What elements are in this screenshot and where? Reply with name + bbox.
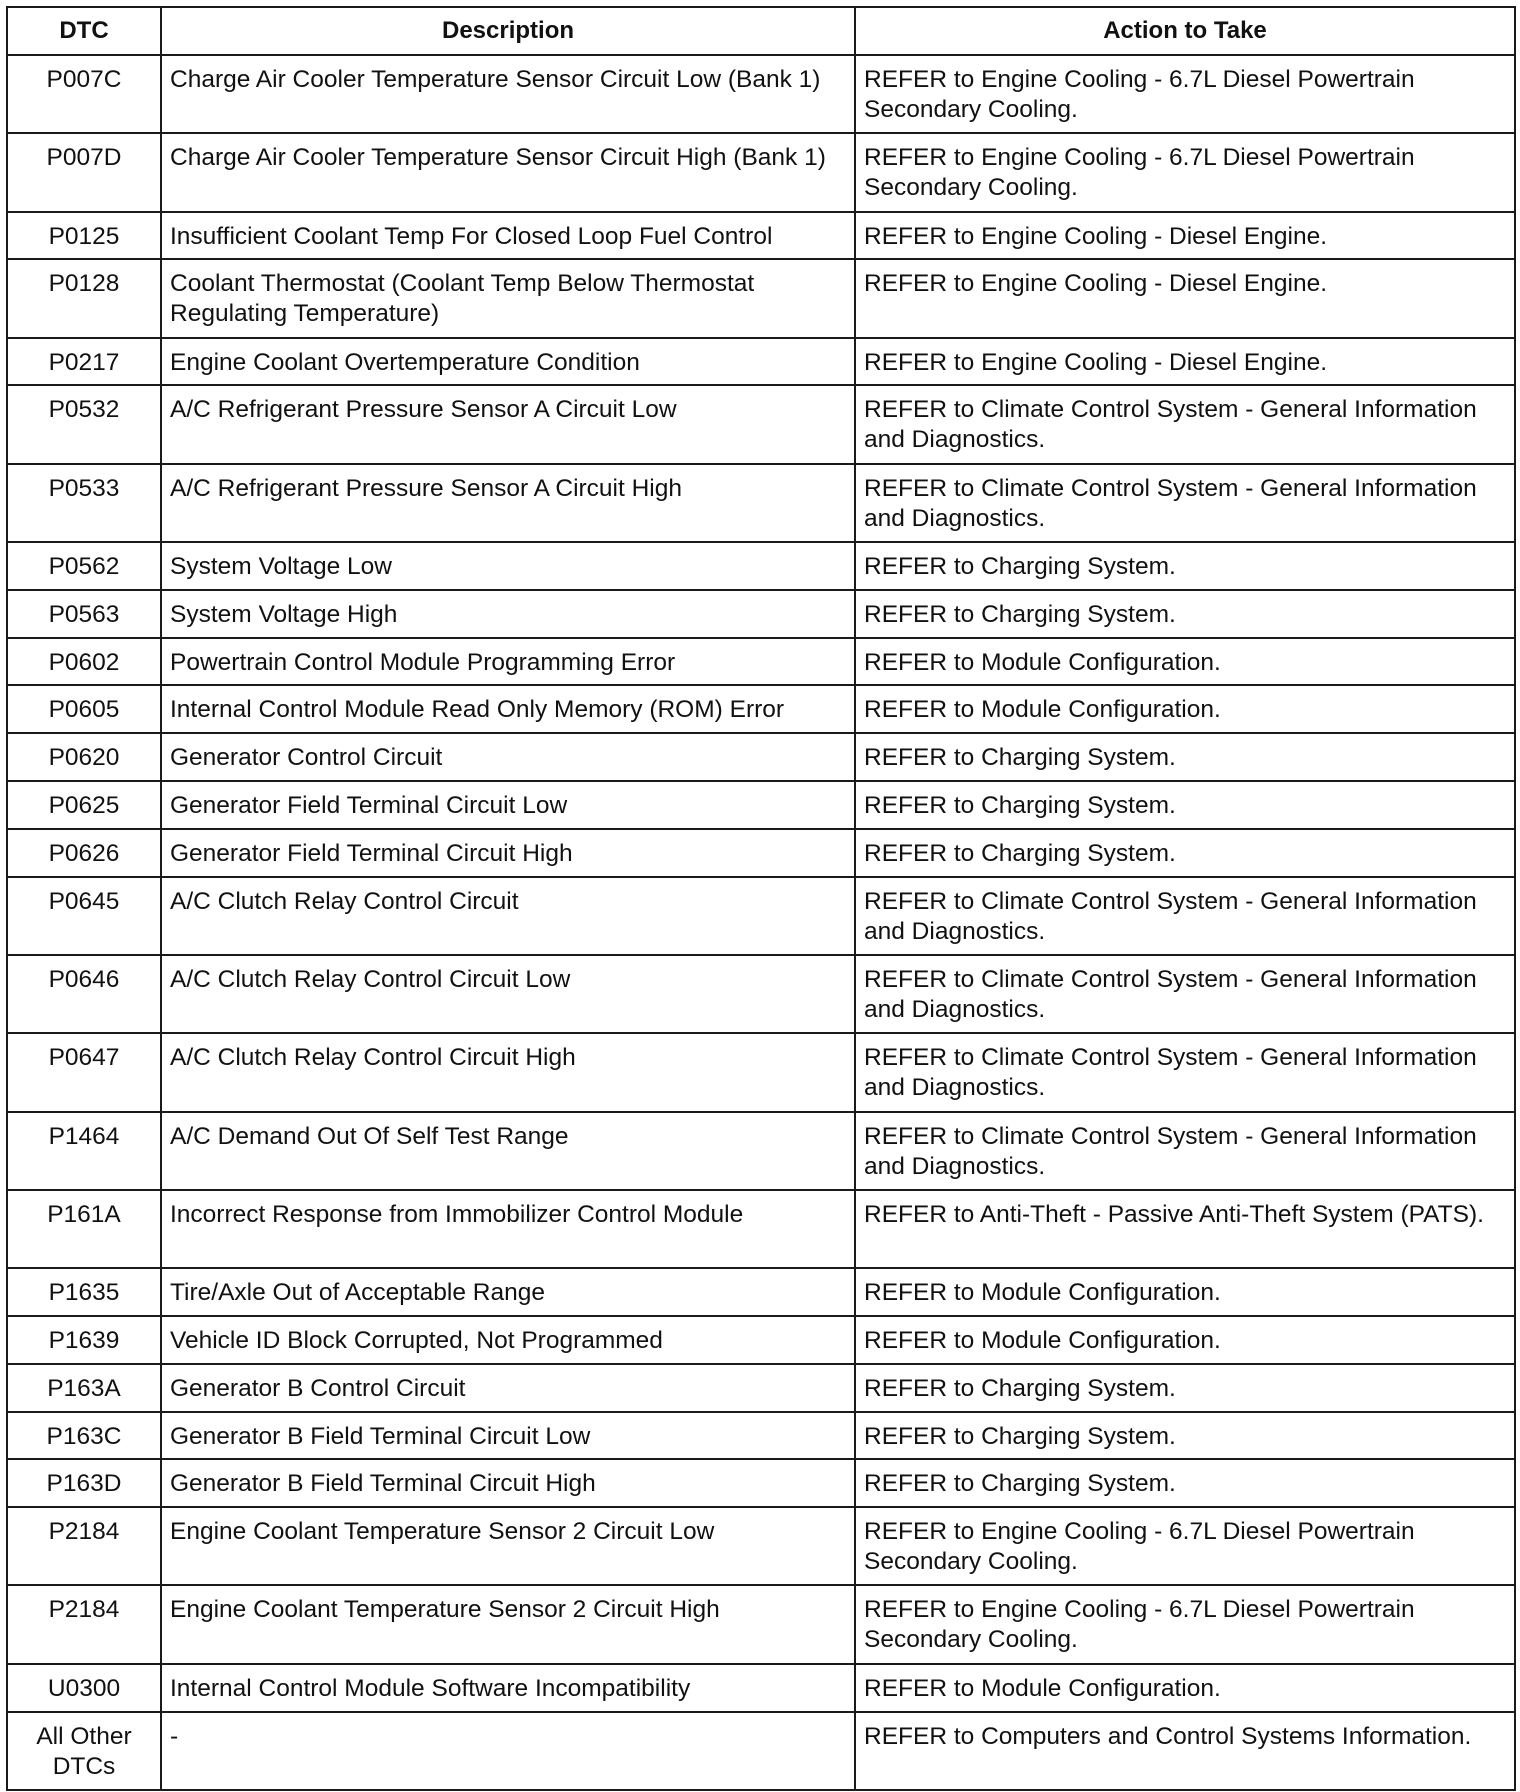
- action-cell: REFER to Charging System.: [855, 1412, 1515, 1460]
- description-cell: Engine Coolant Overtemperature Condition: [161, 338, 855, 386]
- dtc-cell: P0562: [7, 542, 161, 590]
- table-row: [7, 1507, 1515, 1585]
- dtc-cell: P0128: [7, 259, 161, 337]
- dtc-cell: All Other DTCs: [7, 1712, 161, 1790]
- dtc-cell: P0605: [7, 685, 161, 733]
- table-row: [7, 685, 1515, 733]
- table-row: [7, 1664, 1515, 1712]
- table-row: [7, 1412, 1515, 1460]
- action-cell: REFER to Module Configuration.: [855, 1316, 1515, 1364]
- table-row: [7, 55, 1515, 133]
- action-cell: REFER to Computers and Control Systems Information.: [855, 1712, 1515, 1790]
- action-cell: REFER to Climate Control System - General Information and Diagnostics.: [855, 877, 1515, 955]
- dtc-cell: P1464: [7, 1112, 161, 1190]
- action-cell: REFER to Climate Control System - General Information and Diagnostics.: [855, 464, 1515, 542]
- action-cell: REFER to Engine Cooling - 6.7L Diesel Powertrain Secondary Cooling.: [855, 1585, 1515, 1663]
- action-cell: REFER to Engine Cooling - 6.7L Diesel Powertrain Secondary Cooling.: [855, 133, 1515, 211]
- action-cell: REFER to Engine Cooling - Diesel Engine.: [855, 212, 1515, 260]
- description-cell: Internal Control Module Read Only Memory (ROM) Error: [161, 685, 855, 733]
- action-cell: REFER to Climate Control System - General Information and Diagnostics.: [855, 955, 1515, 1033]
- dtc-cell: P0620: [7, 733, 161, 781]
- table-row: [7, 829, 1515, 877]
- table-row: [7, 212, 1515, 260]
- dtc-cell: P007C: [7, 55, 161, 133]
- action-cell: REFER to Charging System.: [855, 781, 1515, 829]
- description-cell: A/C Clutch Relay Control Circuit High: [161, 1033, 855, 1111]
- description-cell: System Voltage Low: [161, 542, 855, 590]
- dtc-cell: P0645: [7, 877, 161, 955]
- header-row: [7, 7, 1515, 55]
- description-cell: Generator B Control Circuit: [161, 1364, 855, 1412]
- description-cell: Incorrect Response from Immobilizer Control Module: [161, 1190, 855, 1268]
- description-cell: Generator Field Terminal Circuit High: [161, 829, 855, 877]
- description-cell: Generator Control Circuit: [161, 733, 855, 781]
- dtc-cell: P0625: [7, 781, 161, 829]
- action-cell: REFER to Engine Cooling - Diesel Engine.: [855, 338, 1515, 386]
- description-cell: Powertrain Control Module Programming Error: [161, 638, 855, 686]
- table-row: [7, 133, 1515, 211]
- action-cell: REFER to Charging System.: [855, 1364, 1515, 1412]
- action-cell: REFER to Engine Cooling - 6.7L Diesel Powertrain Secondary Cooling.: [855, 55, 1515, 133]
- dtc-cell: P0217: [7, 338, 161, 386]
- description-cell: A/C Clutch Relay Control Circuit Low: [161, 955, 855, 1033]
- table-header: [7, 7, 1515, 55]
- header-dtc: DTC: [7, 7, 161, 55]
- action-cell: REFER to Charging System.: [855, 1459, 1515, 1507]
- action-cell: REFER to Module Configuration.: [855, 685, 1515, 733]
- description-cell: System Voltage High: [161, 590, 855, 638]
- action-cell: REFER to Climate Control System - General Information and Diagnostics.: [855, 385, 1515, 463]
- table-row: [7, 1316, 1515, 1364]
- table-row: [7, 590, 1515, 638]
- description-cell: A/C Demand Out Of Self Test Range: [161, 1112, 855, 1190]
- action-cell: REFER to Module Configuration.: [855, 1664, 1515, 1712]
- dtc-cell: P0532: [7, 385, 161, 463]
- description-cell: Charge Air Cooler Temperature Sensor Circuit Low (Bank 1): [161, 55, 855, 133]
- description-cell: -: [161, 1712, 855, 1790]
- table-row: [7, 1585, 1515, 1663]
- table-row: [7, 877, 1515, 955]
- dtc-cell: P163D: [7, 1459, 161, 1507]
- header-action: Action to Take: [855, 7, 1515, 55]
- dtc-cell: P007D: [7, 133, 161, 211]
- table-row: [7, 1712, 1515, 1790]
- action-cell: REFER to Module Configuration.: [855, 638, 1515, 686]
- table-row: [7, 1459, 1515, 1507]
- description-cell: Engine Coolant Temperature Sensor 2 Circuit Low: [161, 1507, 855, 1585]
- dtc-table: [6, 6, 1516, 1791]
- table-row: [7, 1364, 1515, 1412]
- dtc-cell: P1635: [7, 1268, 161, 1316]
- table-row: [7, 542, 1515, 590]
- table-row: [7, 955, 1515, 1033]
- table-row: [7, 1112, 1515, 1190]
- dtc-cell: P0646: [7, 955, 161, 1033]
- description-cell: A/C Clutch Relay Control Circuit: [161, 877, 855, 955]
- dtc-cell: P0647: [7, 1033, 161, 1111]
- description-cell: Tire/Axle Out of Acceptable Range: [161, 1268, 855, 1316]
- table-row: [7, 781, 1515, 829]
- dtc-cell: P163C: [7, 1412, 161, 1460]
- table-row: [7, 338, 1515, 386]
- description-cell: Engine Coolant Temperature Sensor 2 Circuit High: [161, 1585, 855, 1663]
- dtc-cell: P0626: [7, 829, 161, 877]
- table-body: [7, 55, 1515, 1790]
- header-description: Description: [161, 7, 855, 55]
- description-cell: Charge Air Cooler Temperature Sensor Circuit High (Bank 1): [161, 133, 855, 211]
- table-row: [7, 1033, 1515, 1111]
- description-cell: A/C Refrigerant Pressure Sensor A Circuit High: [161, 464, 855, 542]
- action-cell: REFER to Charging System.: [855, 829, 1515, 877]
- table-row: [7, 733, 1515, 781]
- dtc-cell: P0563: [7, 590, 161, 638]
- dtc-cell: P161A: [7, 1190, 161, 1268]
- action-cell: REFER to Engine Cooling - Diesel Engine.: [855, 259, 1515, 337]
- table-row: [7, 1268, 1515, 1316]
- description-cell: Generator B Field Terminal Circuit Low: [161, 1412, 855, 1460]
- dtc-cell: P0602: [7, 638, 161, 686]
- dtc-cell: P0533: [7, 464, 161, 542]
- table-row: [7, 259, 1515, 337]
- action-cell: REFER to Charging System.: [855, 542, 1515, 590]
- action-cell: REFER to Charging System.: [855, 733, 1515, 781]
- description-cell: Insufficient Coolant Temp For Closed Loop Fuel Control: [161, 212, 855, 260]
- table-row: [7, 638, 1515, 686]
- action-cell: REFER to Module Configuration.: [855, 1268, 1515, 1316]
- action-cell: REFER to Climate Control System - General Information and Diagnostics.: [855, 1112, 1515, 1190]
- dtc-cell: P2184: [7, 1507, 161, 1585]
- description-cell: Generator Field Terminal Circuit Low: [161, 781, 855, 829]
- description-cell: A/C Refrigerant Pressure Sensor A Circuit Low: [161, 385, 855, 463]
- table-row: [7, 1190, 1515, 1268]
- description-cell: Coolant Thermostat (Coolant Temp Below Thermostat Regulating Temperature): [161, 259, 855, 337]
- description-cell: Vehicle ID Block Corrupted, Not Programmed: [161, 1316, 855, 1364]
- dtc-cell: P0125: [7, 212, 161, 260]
- action-cell: REFER to Engine Cooling - 6.7L Diesel Powertrain Secondary Cooling.: [855, 1507, 1515, 1585]
- dtc-cell: P1639: [7, 1316, 161, 1364]
- dtc-cell: U0300: [7, 1664, 161, 1712]
- description-cell: Internal Control Module Software Incompatibility: [161, 1664, 855, 1712]
- action-cell: REFER to Charging System.: [855, 590, 1515, 638]
- dtc-cell: P163A: [7, 1364, 161, 1412]
- description-cell: Generator B Field Terminal Circuit High: [161, 1459, 855, 1507]
- action-cell: REFER to Anti-Theft - Passive Anti-Theft System (PATS).: [855, 1190, 1515, 1268]
- table-row: [7, 385, 1515, 463]
- dtc-cell: P2184: [7, 1585, 161, 1663]
- table-row: [7, 464, 1515, 542]
- action-cell: REFER to Climate Control System - General Information and Diagnostics.: [855, 1033, 1515, 1111]
